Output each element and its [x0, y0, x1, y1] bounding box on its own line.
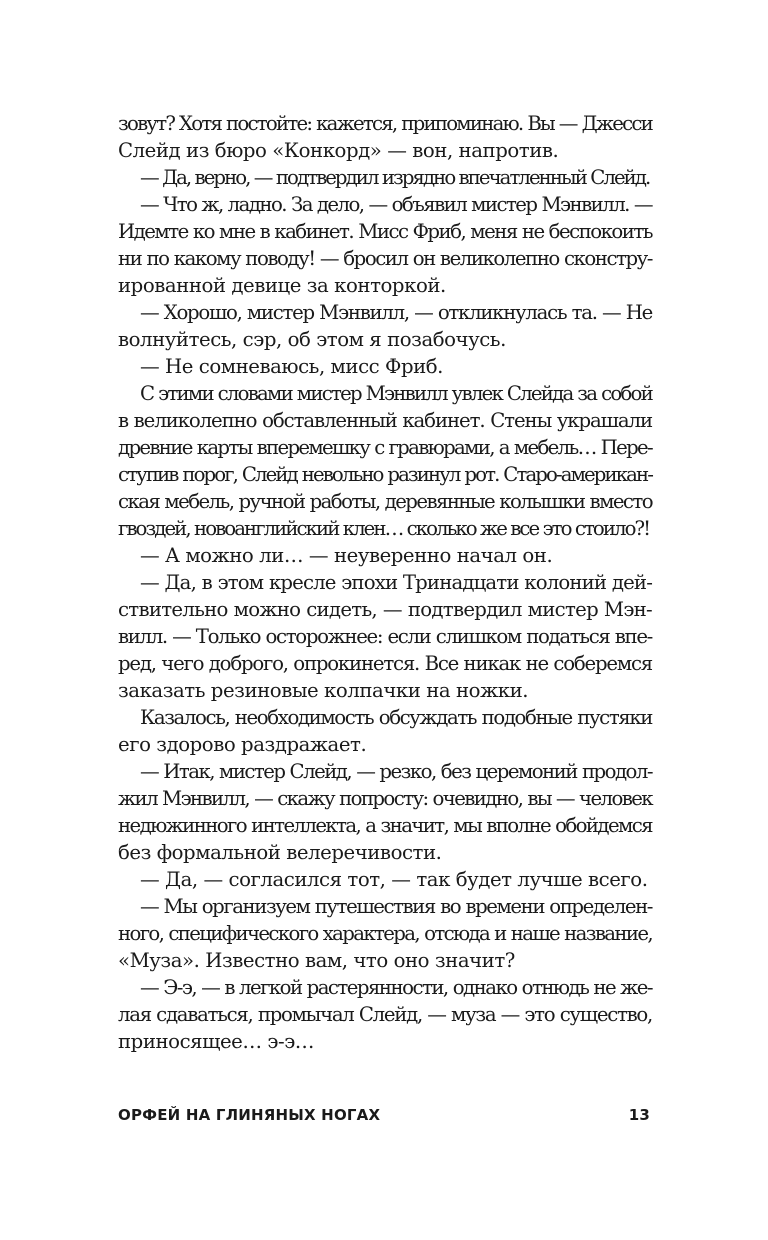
text-line: без формальной велеречивости.	[118, 841, 442, 864]
text-line: вилл. — Только осторожнее: если слишком податься впе-	[118, 625, 652, 648]
text-line: — Да, — согласился тот, — так будет лучше всего.	[140, 868, 648, 891]
text-line: жил Мэнвилл, — скажу попросту: очевидно, вы — человек	[118, 787, 652, 810]
text-line: его здорово раздражает.	[118, 733, 367, 756]
text-line: С этими словами мистер Мэнвилл увлек Слейда за собой	[140, 382, 652, 405]
text-line: древние карты вперемешку с гравюрами, а мебель… Пере-	[118, 436, 652, 459]
text-line: в великолепно обставленный кабинет. Стены украшали	[118, 409, 652, 432]
text-line: гвоздей, новоанглийский клен… сколько же все это стоило?!	[118, 517, 650, 540]
text-line: ступив порог, Слейд невольно разинул рот. Старо-американ-	[118, 463, 652, 486]
text-line: ствительно можно сидеть, — подтвердил мистер Мэн-	[118, 598, 652, 621]
text-line: — Итак, мистер Слейд, — резко, без церемоний продол-	[140, 760, 652, 783]
text-line: недюжинного интеллекта, а значит, мы вполне обойдемся	[118, 814, 652, 837]
text-line: ированной девице за конторкой.	[118, 274, 446, 297]
text-line: Казалось, необходимость обсуждать подобные пустяки	[140, 706, 652, 729]
text-line: — Что ж, ладно. За дело, — объявил мистер Мэнвилл. —	[140, 193, 652, 216]
text-line: ская мебель, ручной работы, деревянные колышки вместо	[118, 490, 652, 513]
text-line: зовут? Хотя постойте: кажется, припоминаю. Вы — Джесси	[118, 112, 652, 135]
text-line: ред, чего доброго, опрокинется. Все никак не соберемся	[118, 652, 652, 675]
text-line: — Хорошо, мистер Мэнвилл, — откликнулась та. — Не	[140, 301, 652, 324]
text-line: Идемте ко мне в кабинет. Мисс Фриб, меня не беспокоить	[118, 220, 652, 243]
text-line: — Да, верно, — подтвердил изрядно впечатленный Слейд.	[140, 166, 650, 189]
text-line: Слейд из бюро «Конкорд» — вон, напротив.	[118, 139, 559, 162]
text-line: лая сдаваться, промычал Слейд, — муза — это существо,	[118, 1003, 652, 1026]
text-line: приносящее… э-э…	[118, 1030, 315, 1053]
text-line: «Муза». Известно вам, что оно значит?	[118, 949, 515, 972]
text-line: ни по какому поводу! — бросил он великолепно сконстру-	[118, 247, 652, 270]
text-line: ного, специфического характера, отсюда и наше название,	[118, 922, 652, 945]
text-line: — Мы организуем путешествия во времени определен-	[140, 895, 652, 918]
page-number: 13	[628, 1106, 650, 1124]
text-line: — Не сомневаюсь, мисс Фриб.	[140, 355, 443, 378]
text-line: — Да, в этом кресле эпохи Тринадцати колоний дей-	[140, 571, 652, 594]
text-line: волнуйтесь, сэр, об этом я позабочусь.	[118, 328, 506, 351]
text-line: — Э-э, — в легкой растерянности, однако отнюдь не же-	[140, 976, 652, 999]
running-title: ОРФЕЙ НА ГЛИНЯНЫХ НОГАХ	[118, 1106, 381, 1124]
text-line: заказать резиновые колпачки на ножки.	[118, 679, 529, 702]
text-line: — А можно ли… — неуверенно начал он.	[140, 544, 553, 567]
body-text	[118, 110, 652, 1055]
